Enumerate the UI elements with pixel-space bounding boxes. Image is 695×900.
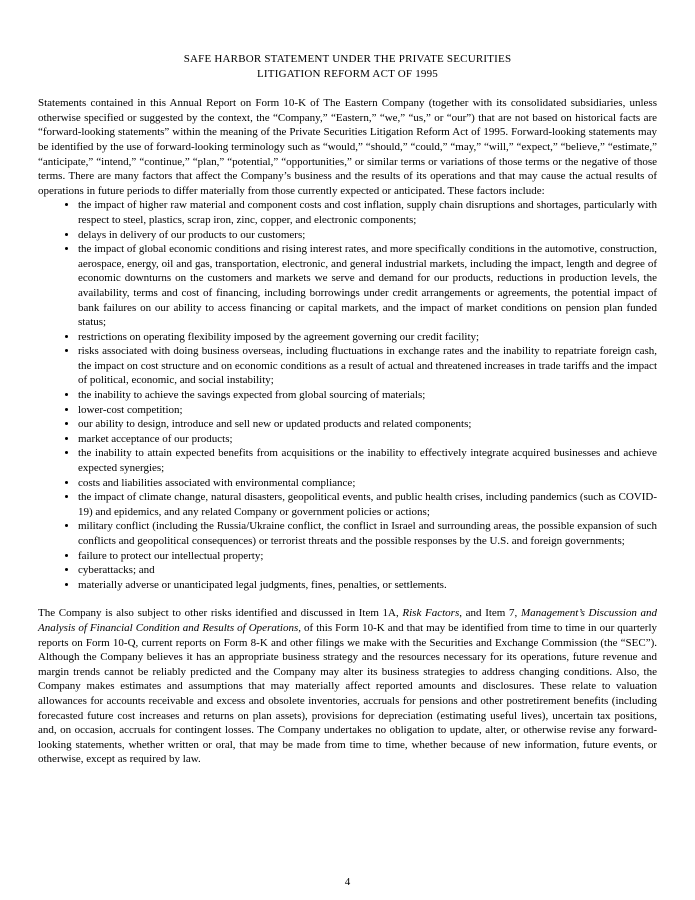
italic-text-segment: Management’s Discussion and Analysis of Financial Condition and Results of Operations [38, 607, 657, 634]
list-item: • delays in delivery of our products to our customers; [78, 228, 657, 243]
list-item: • risks associated with doing business overseas, including fluctuations in exchange rates and the inability to repatriate foreign cash, the impact on cost structure and on economic conditions as a result of actual and threatened increases in trade tariffs and the impact of political, economic, and social instability; [78, 344, 657, 388]
text-segment: , of this Form 10-K and that may be identified from time to time in our quarterly reports on Form 10-Q, current reports on Form 8-K and other filings we make with the Securities and Exchange Commission (the “SEC”). Although the Company believes it has an appropriate business strategy and the resources necessary for its operations, future revenue and margin trends cannot be reliably predicted and the Company may alter its business strategies to address changing conditions. Also, the Company makes estimates and assumptions that may materially affect reported amounts and disclosures. These relate to valuation allowances for accounts receivable and excess and obsolete inventories, accruals for pensions and other postretirement benefits (including forecasted future cost increases and returns on plan assets), provisions for depreciation (estimating useful lives), uncertain tax positions, and, on occasion, accruals for contingent losses. The Company undertakes no obligation to update, alter, or otherwise revise any forward-looking statements, whether written or oral, that may be made from time to time, whether because of new information, future events, or otherwise, except as required by law. [38, 621, 657, 766]
text-segment: , and Item 7, [459, 607, 521, 620]
list-item: • failure to protect our intellectual property; [78, 549, 657, 564]
intro-paragraph: Statements contained in this Annual Report on Form 10-K of The Eastern Company (together with its consolidated subsidiaries, unless otherwise specified or suggested by the context, the “Company,” “Eastern,” “we,” “us,” or “our”) that are not based on historical facts are “forward-looking statements” within the meaning of the Private Securities Litigation Reform Act of 1995. Forward-looking statements may be identified by the use of forward-looking terminology such as “would,” “should,” “could,” “may,” “will,” “expect,” “believe,” “estimate,” “anticipate,” “intend,” “continue,” “plan,” “potential,” “opportunities,” or similar terms or variations of those terms or the negative of those terms. There are many factors that affect the Company’s business and the results of its operations and that may cause the actual results of operations in future periods to differ materially from those currently expected or anticipated. These factors include: [38, 97, 657, 197]
document-title-line1: SAFE HARBOR STATEMENT UNDER THE PRIVATE SECURITIES [183, 53, 512, 65]
document-title-line2: LITIGATION REFORM ACT OF 1995 [257, 67, 438, 80]
list-item: • costs and liabilities associated with environmental compliance; [78, 476, 657, 491]
document-title [38, 52, 657, 81]
list-item: • the inability to attain expected benefits from acquisitions or the inability to effectively integrate acquired businesses and achieve expected synergies; [78, 446, 657, 475]
list-item: • the impact of higher raw material and component costs and cost inflation, supply chain disruptions and shortages, particularly with respect to steel, plastics, scrap iron, zinc, copper, and electronic components; [78, 198, 657, 227]
list-item: • military conflict (including the Russia/Ukraine conflict, the conflict in Israel and surrounding areas, the possible expansion of such conflicts and geopolitical consequences) or terrorist threats and the possible responses by the U.S. and foreign governments; [78, 519, 657, 548]
list-item: • restrictions on operating flexibility imposed by the agreement governing our credit facility; [78, 330, 657, 345]
list-item: • the inability to achieve the savings expected from global sourcing of materials; [78, 388, 657, 403]
list-item: • our ability to design, introduce and sell new or updated products and related components; [78, 417, 657, 432]
list-item: • the impact of climate change, natural disasters, geopolitical events, and public health crises, including pandemics (such as COVID-19) and epidemics, and any related Company or government policies or actions; [78, 490, 657, 519]
italic-text-segment: Risk Factors [402, 607, 460, 620]
closing-paragraph [38, 606, 657, 767]
list-item: • lower-cost competition; [78, 403, 657, 418]
text-segment: The Company is also subject to other risks identified and discussed in Item 1A, [38, 607, 403, 620]
list-item: • the impact of global economic conditions and rising interest rates, and more specifically conditions in the automotive, construction, aerospace, energy, oil and gas, transportation, electronic, and general industrial markets, including the impact, length and degree of economic downturns on the customers and markets we serve and demand for our products, reductions in production levels, the availability, terms and cost of financing, including borrowings under credit arrangements or agreements, the potential impact of bank failures on our ability to access financing or capital markets, and the impact of market conditions on pension plan funded status; [78, 242, 657, 330]
list-item: • cyberattacks; and [78, 563, 657, 578]
page-number: 4 [344, 876, 351, 889]
list-item: • market acceptance of our products; [78, 432, 657, 447]
list-item: • materially adverse or unanticipated legal judgments, fines, penalties, or settlements. [78, 578, 657, 593]
risk-factors-list [38, 198, 657, 592]
